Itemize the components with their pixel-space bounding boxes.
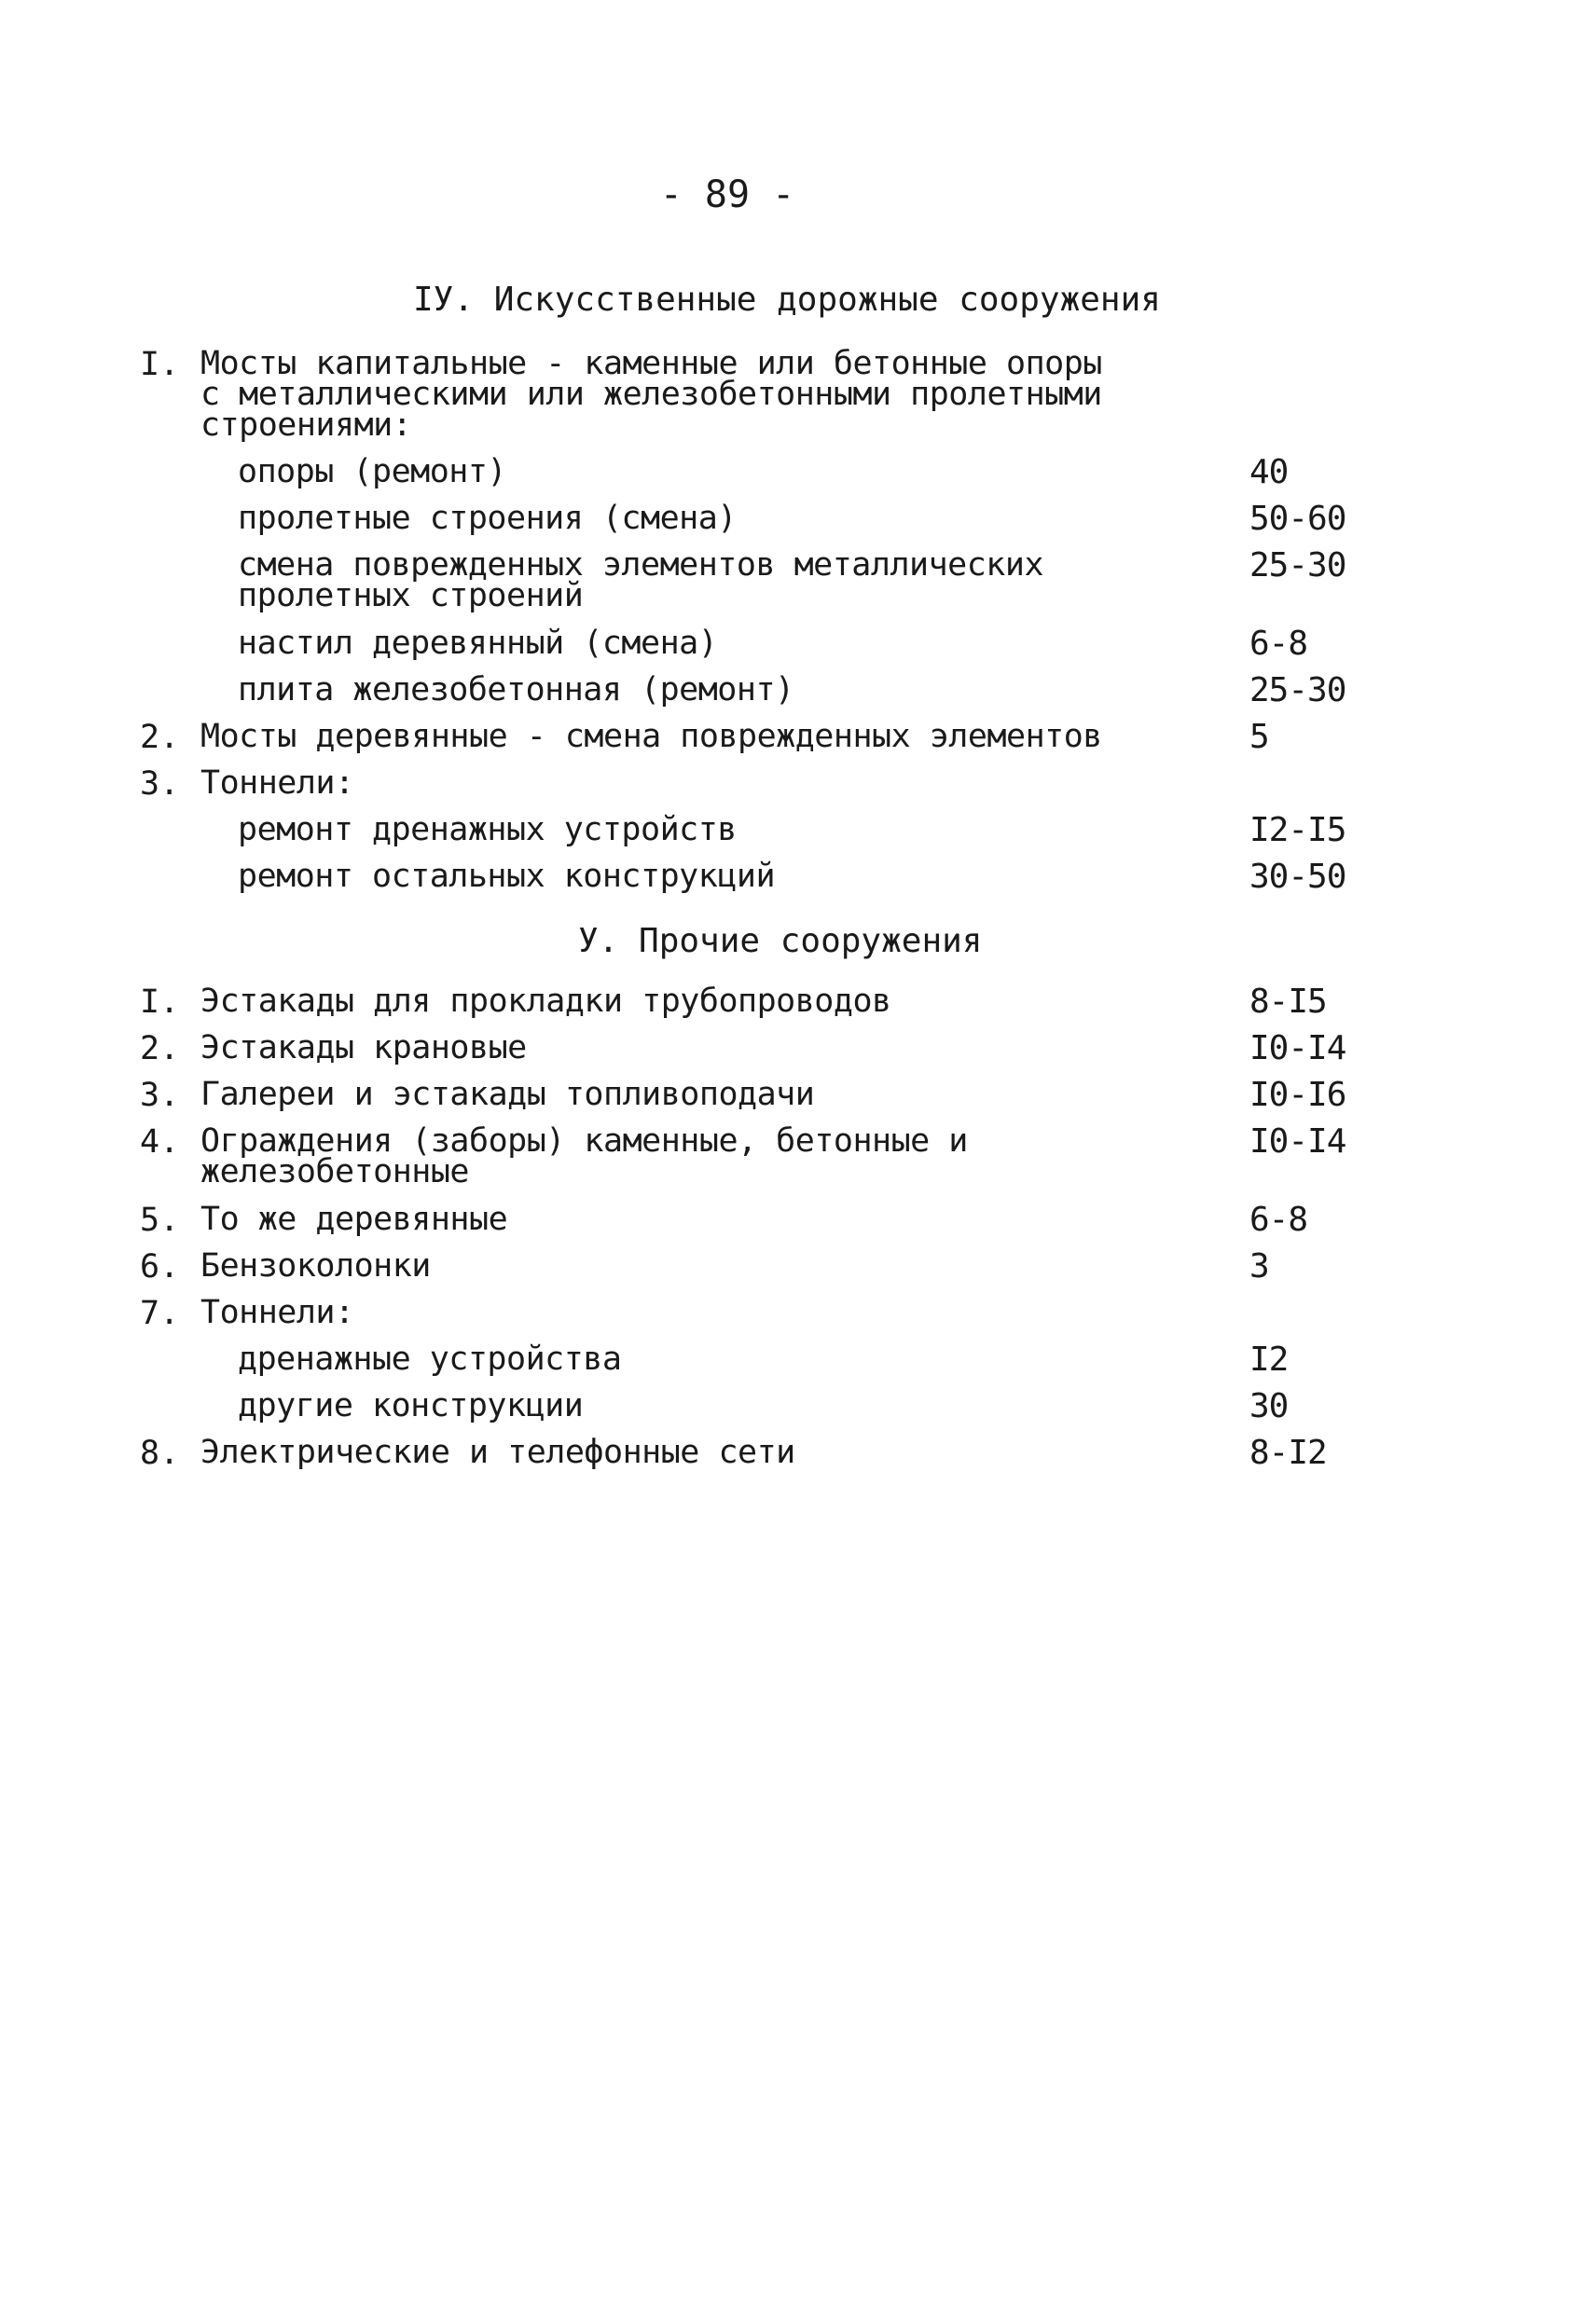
section-heading-iv: IУ. Искусственные дорожные сооружения	[413, 281, 1161, 319]
row-number: 8.	[140, 1435, 180, 1472]
row-label: плита железобетонная (ремонт)	[238, 671, 794, 708]
row-label: Тоннели:	[200, 764, 354, 802]
section-iv-row-3	[0, 764, 1573, 817]
row-value: 6-8	[1249, 1201, 1308, 1239]
section-v-row-3	[0, 1076, 1573, 1128]
row-value: 3	[1249, 1247, 1269, 1286]
row-label: смена поврежденных элементов металлических пролетных строений	[238, 546, 1044, 614]
row-label: Мосты деревянные - смена поврежденных элементов	[200, 718, 1102, 755]
section-v-row-7a	[0, 1341, 1573, 1393]
row-number: I.	[140, 983, 180, 1021]
row-value: I2	[1249, 1341, 1289, 1379]
row-label: Бензоколонки	[200, 1247, 431, 1285]
section-iv-row-3a	[0, 811, 1573, 863]
section-iv-row-1d	[0, 625, 1573, 677]
row-label: Галереи и эстакады топливоподачи	[200, 1076, 815, 1113]
row-number: 6.	[140, 1248, 180, 1286]
row-value: 25-30	[1249, 546, 1346, 584]
row-label: Мосты капитальные - каменные или бетонные опоры с металлическими или железобетонными пролетными строениями:	[200, 345, 1102, 444]
row-number: 3.	[140, 1077, 180, 1114]
row-value: 40	[1249, 453, 1289, 491]
row-label: опоры (ремонт)	[238, 453, 507, 490]
row-number: 2.	[140, 1030, 180, 1067]
row-label: Эстакады для прокладки трубопроводов	[200, 983, 891, 1020]
section-iv-row-1b	[0, 500, 1573, 552]
row-value: I2-I5	[1249, 811, 1346, 849]
row-value: 8-I2	[1249, 1434, 1327, 1472]
row-value: 6-8	[1249, 625, 1308, 663]
section-v-row-8	[0, 1434, 1573, 1486]
row-value: I0-I6	[1249, 1076, 1346, 1114]
row-label: дренажные устройства	[238, 1341, 622, 1378]
section-iv-row-2	[0, 718, 1573, 770]
section-v-row-5	[0, 1201, 1573, 1253]
row-number: I.	[140, 346, 180, 383]
section-v-row-7b	[0, 1387, 1573, 1439]
section-v-row-6	[0, 1247, 1573, 1300]
section-iv-row-1	[0, 345, 1573, 444]
row-value: 30-50	[1249, 858, 1346, 896]
row-number: 5.	[140, 1202, 180, 1239]
row-label: Ограждения (заборы) каменные, бетонные и железобетонные	[200, 1122, 968, 1190]
row-label: другие конструкции	[238, 1387, 584, 1424]
section-v-row-7	[0, 1294, 1573, 1346]
section-v-row-1	[0, 983, 1573, 1035]
row-label: Тоннели:	[200, 1294, 354, 1331]
section-heading-v: У. Прочие сооружения	[578, 922, 983, 960]
row-number: 2.	[140, 719, 180, 756]
row-label: настил деревянный (смена)	[238, 625, 718, 662]
row-label: То же деревянные	[200, 1201, 508, 1238]
row-number: 3.	[140, 765, 180, 803]
section-v-row-4	[0, 1122, 1573, 1190]
row-value: I0-I4	[1249, 1029, 1346, 1067]
row-value: 8-I5	[1249, 983, 1327, 1021]
row-value: 30	[1249, 1387, 1289, 1425]
row-number: 7.	[140, 1295, 180, 1332]
row-label: Электрические и телефонные сети	[200, 1434, 795, 1471]
section-iv-row-1a	[0, 453, 1573, 505]
row-number: 4.	[140, 1123, 180, 1161]
row-label: пролетные строения (смена)	[238, 500, 737, 537]
row-label: ремонт остальных конструкций	[238, 858, 776, 895]
row-value: 5	[1249, 718, 1269, 756]
row-value: 25-30	[1249, 671, 1346, 709]
section-v-row-2	[0, 1029, 1573, 1081]
section-iv-row-1e	[0, 671, 1573, 723]
page-number: - 89 -	[659, 173, 795, 216]
row-value: I0-I4	[1249, 1122, 1346, 1161]
row-label: ремонт дренажных устройств	[238, 811, 737, 848]
row-label: Эстакады крановые	[200, 1029, 527, 1066]
section-iv-row-1c	[0, 546, 1573, 614]
row-value: 50-60	[1249, 500, 1346, 538]
section-iv-row-3b	[0, 858, 1573, 910]
